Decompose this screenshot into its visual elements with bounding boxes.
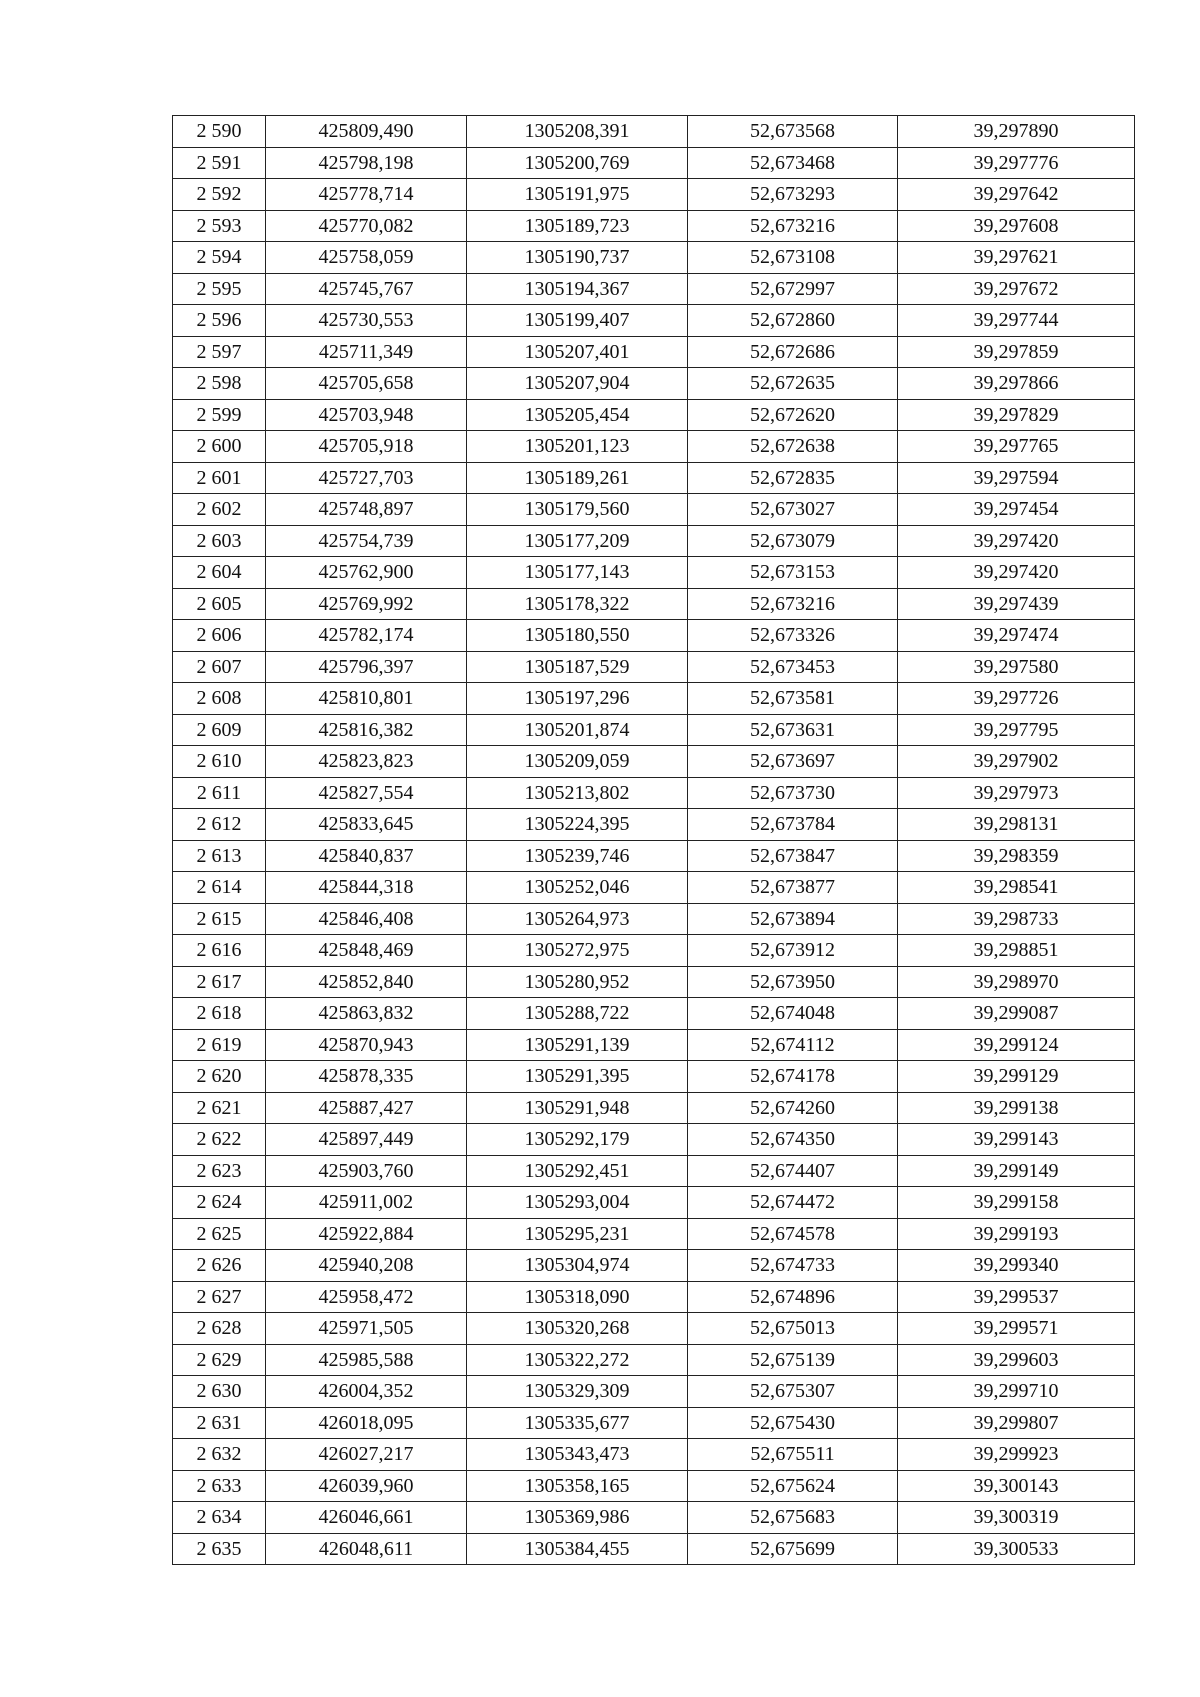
table-row: [173, 494, 1135, 526]
table-row: [173, 242, 1135, 274]
table-row: [173, 368, 1135, 400]
y-coordinate-cell: 1305292,451: [467, 1155, 688, 1187]
point-number-cell: 2 629: [173, 1344, 266, 1376]
x-coordinate-cell: 426004,352: [266, 1376, 467, 1408]
longitude-cell: 39,299340: [898, 1250, 1135, 1282]
latitude-cell: 52,673877: [688, 872, 898, 904]
y-coordinate-cell: 1305189,723: [467, 210, 688, 242]
latitude-cell: 52,675511: [688, 1439, 898, 1471]
latitude-cell: 52,674472: [688, 1187, 898, 1219]
y-coordinate-cell: 1305291,395: [467, 1061, 688, 1093]
table-row: [173, 273, 1135, 305]
point-number-cell: 2 609: [173, 714, 266, 746]
y-coordinate-cell: 1305291,139: [467, 1029, 688, 1061]
x-coordinate-cell: 425940,208: [266, 1250, 467, 1282]
y-coordinate-cell: 1305295,231: [467, 1218, 688, 1250]
point-number-cell: 2 600: [173, 431, 266, 463]
latitude-cell: 52,675699: [688, 1533, 898, 1565]
table-row: [173, 1061, 1135, 1093]
latitude-cell: 52,674407: [688, 1155, 898, 1187]
y-coordinate-cell: 1305201,123: [467, 431, 688, 463]
y-coordinate-cell: 1305177,143: [467, 557, 688, 589]
longitude-cell: 39,299571: [898, 1313, 1135, 1345]
x-coordinate-cell: 425878,335: [266, 1061, 467, 1093]
table-row: [173, 1092, 1135, 1124]
x-coordinate-cell: 425922,884: [266, 1218, 467, 1250]
point-number-cell: 2 604: [173, 557, 266, 589]
longitude-cell: 39,299149: [898, 1155, 1135, 1187]
longitude-cell: 39,299143: [898, 1124, 1135, 1156]
latitude-cell: 52,675683: [688, 1502, 898, 1534]
table-row: [173, 1407, 1135, 1439]
point-number-cell: 2 603: [173, 525, 266, 557]
point-number-cell: 2 625: [173, 1218, 266, 1250]
latitude-cell: 52,673453: [688, 651, 898, 683]
x-coordinate-cell: 425958,472: [266, 1281, 467, 1313]
x-coordinate-cell: 425770,082: [266, 210, 467, 242]
x-coordinate-cell: 426039,960: [266, 1470, 467, 1502]
longitude-cell: 39,297580: [898, 651, 1135, 683]
x-coordinate-cell: 425816,382: [266, 714, 467, 746]
x-coordinate-cell: 425852,840: [266, 966, 467, 998]
table-row: [173, 872, 1135, 904]
table-row: [173, 1155, 1135, 1187]
table-row: [173, 683, 1135, 715]
y-coordinate-cell: 1305320,268: [467, 1313, 688, 1345]
x-coordinate-cell: 425798,198: [266, 147, 467, 179]
point-number-cell: 2 632: [173, 1439, 266, 1471]
x-coordinate-cell: 425727,703: [266, 462, 467, 494]
x-coordinate-cell: 425745,767: [266, 273, 467, 305]
x-coordinate-cell: 425833,645: [266, 809, 467, 841]
table-row: [173, 1344, 1135, 1376]
latitude-cell: 52,675307: [688, 1376, 898, 1408]
longitude-cell: 39,299807: [898, 1407, 1135, 1439]
latitude-cell: 52,673730: [688, 777, 898, 809]
latitude-cell: 52,673326: [688, 620, 898, 652]
table-row: [173, 399, 1135, 431]
longitude-cell: 39,297726: [898, 683, 1135, 715]
y-coordinate-cell: 1305288,722: [467, 998, 688, 1030]
y-coordinate-cell: 1305209,059: [467, 746, 688, 778]
table-row: [173, 1218, 1135, 1250]
point-number-cell: 2 613: [173, 840, 266, 872]
longitude-cell: 39,297902: [898, 746, 1135, 778]
latitude-cell: 52,674350: [688, 1124, 898, 1156]
latitude-cell: 52,675139: [688, 1344, 898, 1376]
longitude-cell: 39,297474: [898, 620, 1135, 652]
longitude-cell: 39,297454: [898, 494, 1135, 526]
y-coordinate-cell: 1305384,455: [467, 1533, 688, 1565]
x-coordinate-cell: 425985,588: [266, 1344, 467, 1376]
y-coordinate-cell: 1305190,737: [467, 242, 688, 274]
longitude-cell: 39,297672: [898, 273, 1135, 305]
x-coordinate-cell: 425810,801: [266, 683, 467, 715]
x-coordinate-cell: 425758,059: [266, 242, 467, 274]
table-row: [173, 935, 1135, 967]
y-coordinate-cell: 1305187,529: [467, 651, 688, 683]
point-number-cell: 2 623: [173, 1155, 266, 1187]
point-number-cell: 2 618: [173, 998, 266, 1030]
x-coordinate-cell: 425823,823: [266, 746, 467, 778]
latitude-cell: 52,675624: [688, 1470, 898, 1502]
latitude-cell: 52,672638: [688, 431, 898, 463]
longitude-cell: 39,297866: [898, 368, 1135, 400]
x-coordinate-cell: 426027,217: [266, 1439, 467, 1471]
x-coordinate-cell: 425809,490: [266, 116, 467, 148]
x-coordinate-cell: 425844,318: [266, 872, 467, 904]
point-number-cell: 2 599: [173, 399, 266, 431]
point-number-cell: 2 635: [173, 1533, 266, 1565]
point-number-cell: 2 626: [173, 1250, 266, 1282]
longitude-cell: 39,297765: [898, 431, 1135, 463]
table-row: [173, 305, 1135, 337]
x-coordinate-cell: 426048,611: [266, 1533, 467, 1565]
latitude-cell: 52,673912: [688, 935, 898, 967]
latitude-cell: 52,673950: [688, 966, 898, 998]
x-coordinate-cell: 425911,002: [266, 1187, 467, 1219]
latitude-cell: 52,672620: [688, 399, 898, 431]
latitude-cell: 52,673153: [688, 557, 898, 589]
x-coordinate-cell: 425730,553: [266, 305, 467, 337]
longitude-cell: 39,297795: [898, 714, 1135, 746]
longitude-cell: 39,299710: [898, 1376, 1135, 1408]
point-number-cell: 2 591: [173, 147, 266, 179]
longitude-cell: 39,297420: [898, 525, 1135, 557]
longitude-cell: 39,298131: [898, 809, 1135, 841]
longitude-cell: 39,297420: [898, 557, 1135, 589]
x-coordinate-cell: 426018,095: [266, 1407, 467, 1439]
x-coordinate-cell: 425903,760: [266, 1155, 467, 1187]
latitude-cell: 52,673894: [688, 903, 898, 935]
x-coordinate-cell: 425796,397: [266, 651, 467, 683]
table-row: [173, 179, 1135, 211]
longitude-cell: 39,297594: [898, 462, 1135, 494]
table-row: [173, 147, 1135, 179]
longitude-cell: 39,297829: [898, 399, 1135, 431]
latitude-cell: 52,673216: [688, 588, 898, 620]
point-number-cell: 2 607: [173, 651, 266, 683]
point-number-cell: 2 595: [173, 273, 266, 305]
table-row: [173, 714, 1135, 746]
latitude-cell: 52,672686: [688, 336, 898, 368]
table-row: [173, 462, 1135, 494]
y-coordinate-cell: 1305179,560: [467, 494, 688, 526]
x-coordinate-cell: 425863,832: [266, 998, 467, 1030]
point-number-cell: 2 611: [173, 777, 266, 809]
x-coordinate-cell: 426046,661: [266, 1502, 467, 1534]
latitude-cell: 52,673784: [688, 809, 898, 841]
point-number-cell: 2 619: [173, 1029, 266, 1061]
point-number-cell: 2 630: [173, 1376, 266, 1408]
table-row: [173, 1376, 1135, 1408]
x-coordinate-cell: 425769,992: [266, 588, 467, 620]
y-coordinate-cell: 1305322,272: [467, 1344, 688, 1376]
table-row: [173, 1470, 1135, 1502]
latitude-cell: 52,674112: [688, 1029, 898, 1061]
longitude-cell: 39,297973: [898, 777, 1135, 809]
point-number-cell: 2 601: [173, 462, 266, 494]
point-number-cell: 2 616: [173, 935, 266, 967]
x-coordinate-cell: 425754,739: [266, 525, 467, 557]
latitude-cell: 52,672997: [688, 273, 898, 305]
table-row: [173, 840, 1135, 872]
point-number-cell: 2 593: [173, 210, 266, 242]
y-coordinate-cell: 1305304,974: [467, 1250, 688, 1282]
latitude-cell: 52,674048: [688, 998, 898, 1030]
y-coordinate-cell: 1305177,209: [467, 525, 688, 557]
y-coordinate-cell: 1305178,322: [467, 588, 688, 620]
table-row: [173, 777, 1135, 809]
x-coordinate-cell: 425778,714: [266, 179, 467, 211]
latitude-cell: 52,673568: [688, 116, 898, 148]
y-coordinate-cell: 1305191,975: [467, 179, 688, 211]
point-number-cell: 2 598: [173, 368, 266, 400]
point-number-cell: 2 608: [173, 683, 266, 715]
longitude-cell: 39,299923: [898, 1439, 1135, 1471]
coordinates-table: [172, 115, 1135, 1565]
longitude-cell: 39,299138: [898, 1092, 1135, 1124]
point-number-cell: 2 621: [173, 1092, 266, 1124]
table-row: [173, 998, 1135, 1030]
longitude-cell: 39,297642: [898, 179, 1135, 211]
longitude-cell: 39,298970: [898, 966, 1135, 998]
table-row: [173, 903, 1135, 935]
latitude-cell: 52,672835: [688, 462, 898, 494]
table-row: [173, 651, 1135, 683]
y-coordinate-cell: 1305207,904: [467, 368, 688, 400]
longitude-cell: 39,300319: [898, 1502, 1135, 1534]
y-coordinate-cell: 1305272,975: [467, 935, 688, 967]
point-number-cell: 2 620: [173, 1061, 266, 1093]
point-number-cell: 2 615: [173, 903, 266, 935]
x-coordinate-cell: 425971,505: [266, 1313, 467, 1345]
x-coordinate-cell: 425705,658: [266, 368, 467, 400]
latitude-cell: 52,673079: [688, 525, 898, 557]
y-coordinate-cell: 1305239,746: [467, 840, 688, 872]
latitude-cell: 52,674260: [688, 1092, 898, 1124]
point-number-cell: 2 602: [173, 494, 266, 526]
x-coordinate-cell: 425848,469: [266, 935, 467, 967]
longitude-cell: 39,299158: [898, 1187, 1135, 1219]
table-row: [173, 1281, 1135, 1313]
point-number-cell: 2 614: [173, 872, 266, 904]
latitude-cell: 52,674178: [688, 1061, 898, 1093]
latitude-cell: 52,673293: [688, 179, 898, 211]
latitude-cell: 52,673027: [688, 494, 898, 526]
y-coordinate-cell: 1305358,165: [467, 1470, 688, 1502]
latitude-cell: 52,674896: [688, 1281, 898, 1313]
longitude-cell: 39,299603: [898, 1344, 1135, 1376]
y-coordinate-cell: 1305264,973: [467, 903, 688, 935]
table-row: [173, 1187, 1135, 1219]
y-coordinate-cell: 1305180,550: [467, 620, 688, 652]
table-row: [173, 620, 1135, 652]
table-row: [173, 1250, 1135, 1282]
x-coordinate-cell: 425846,408: [266, 903, 467, 935]
x-coordinate-cell: 425711,349: [266, 336, 467, 368]
y-coordinate-cell: 1305318,090: [467, 1281, 688, 1313]
y-coordinate-cell: 1305280,952: [467, 966, 688, 998]
longitude-cell: 39,297621: [898, 242, 1135, 274]
longitude-cell: 39,298541: [898, 872, 1135, 904]
y-coordinate-cell: 1305335,677: [467, 1407, 688, 1439]
point-number-cell: 2 627: [173, 1281, 266, 1313]
y-coordinate-cell: 1305205,454: [467, 399, 688, 431]
y-coordinate-cell: 1305369,986: [467, 1502, 688, 1534]
point-number-cell: 2 592: [173, 179, 266, 211]
x-coordinate-cell: 425887,427: [266, 1092, 467, 1124]
table-row: [173, 116, 1135, 148]
point-number-cell: 2 624: [173, 1187, 266, 1219]
table-row: [173, 1502, 1135, 1534]
longitude-cell: 39,297776: [898, 147, 1135, 179]
table-row: [173, 588, 1135, 620]
longitude-cell: 39,300143: [898, 1470, 1135, 1502]
point-number-cell: 2 590: [173, 116, 266, 148]
table-row: [173, 525, 1135, 557]
latitude-cell: 52,674578: [688, 1218, 898, 1250]
x-coordinate-cell: 425705,918: [266, 431, 467, 463]
longitude-cell: 39,299087: [898, 998, 1135, 1030]
table-row: [173, 746, 1135, 778]
longitude-cell: 39,299124: [898, 1029, 1135, 1061]
longitude-cell: 39,297890: [898, 116, 1135, 148]
table-row: [173, 1439, 1135, 1471]
latitude-cell: 52,673697: [688, 746, 898, 778]
latitude-cell: 52,673216: [688, 210, 898, 242]
x-coordinate-cell: 425782,174: [266, 620, 467, 652]
point-number-cell: 2 606: [173, 620, 266, 652]
latitude-cell: 52,675430: [688, 1407, 898, 1439]
y-coordinate-cell: 1305189,261: [467, 462, 688, 494]
point-number-cell: 2 628: [173, 1313, 266, 1345]
y-coordinate-cell: 1305207,401: [467, 336, 688, 368]
point-number-cell: 2 631: [173, 1407, 266, 1439]
latitude-cell: 52,673847: [688, 840, 898, 872]
longitude-cell: 39,298851: [898, 935, 1135, 967]
latitude-cell: 52,672860: [688, 305, 898, 337]
y-coordinate-cell: 1305200,769: [467, 147, 688, 179]
table-row: [173, 966, 1135, 998]
longitude-cell: 39,299537: [898, 1281, 1135, 1313]
y-coordinate-cell: 1305208,391: [467, 116, 688, 148]
x-coordinate-cell: 425703,948: [266, 399, 467, 431]
longitude-cell: 39,297439: [898, 588, 1135, 620]
point-number-cell: 2 605: [173, 588, 266, 620]
longitude-cell: 39,297859: [898, 336, 1135, 368]
point-number-cell: 2 594: [173, 242, 266, 274]
table-row: [173, 210, 1135, 242]
y-coordinate-cell: 1305201,874: [467, 714, 688, 746]
y-coordinate-cell: 1305291,948: [467, 1092, 688, 1124]
y-coordinate-cell: 1305199,407: [467, 305, 688, 337]
x-coordinate-cell: 425870,943: [266, 1029, 467, 1061]
table-row: [173, 1029, 1135, 1061]
longitude-cell: 39,298733: [898, 903, 1135, 935]
table-row: [173, 1313, 1135, 1345]
table-row: [173, 1533, 1135, 1565]
x-coordinate-cell: 425840,837: [266, 840, 467, 872]
y-coordinate-cell: 1305213,802: [467, 777, 688, 809]
longitude-cell: 39,299129: [898, 1061, 1135, 1093]
table-row: [173, 1124, 1135, 1156]
y-coordinate-cell: 1305224,395: [467, 809, 688, 841]
latitude-cell: 52,673468: [688, 147, 898, 179]
table-row: [173, 809, 1135, 841]
point-number-cell: 2 633: [173, 1470, 266, 1502]
latitude-cell: 52,673631: [688, 714, 898, 746]
longitude-cell: 39,298359: [898, 840, 1135, 872]
latitude-cell: 52,675013: [688, 1313, 898, 1345]
table-row: [173, 336, 1135, 368]
x-coordinate-cell: 425897,449: [266, 1124, 467, 1156]
y-coordinate-cell: 1305293,004: [467, 1187, 688, 1219]
y-coordinate-cell: 1305292,179: [467, 1124, 688, 1156]
point-number-cell: 2 634: [173, 1502, 266, 1534]
y-coordinate-cell: 1305343,473: [467, 1439, 688, 1471]
point-number-cell: 2 617: [173, 966, 266, 998]
latitude-cell: 52,673108: [688, 242, 898, 274]
point-number-cell: 2 610: [173, 746, 266, 778]
y-coordinate-cell: 1305197,296: [467, 683, 688, 715]
longitude-cell: 39,297744: [898, 305, 1135, 337]
latitude-cell: 52,673581: [688, 683, 898, 715]
x-coordinate-cell: 425827,554: [266, 777, 467, 809]
x-coordinate-cell: 425748,897: [266, 494, 467, 526]
y-coordinate-cell: 1305252,046: [467, 872, 688, 904]
longitude-cell: 39,300533: [898, 1533, 1135, 1565]
latitude-cell: 52,674733: [688, 1250, 898, 1282]
x-coordinate-cell: 425762,900: [266, 557, 467, 589]
table-row: [173, 431, 1135, 463]
point-number-cell: 2 622: [173, 1124, 266, 1156]
longitude-cell: 39,297608: [898, 210, 1135, 242]
table-row: [173, 557, 1135, 589]
point-number-cell: 2 612: [173, 809, 266, 841]
y-coordinate-cell: 1305329,309: [467, 1376, 688, 1408]
longitude-cell: 39,299193: [898, 1218, 1135, 1250]
latitude-cell: 52,672635: [688, 368, 898, 400]
point-number-cell: 2 597: [173, 336, 266, 368]
coordinates-table-body: [173, 116, 1135, 1565]
point-number-cell: 2 596: [173, 305, 266, 337]
y-coordinate-cell: 1305194,367: [467, 273, 688, 305]
